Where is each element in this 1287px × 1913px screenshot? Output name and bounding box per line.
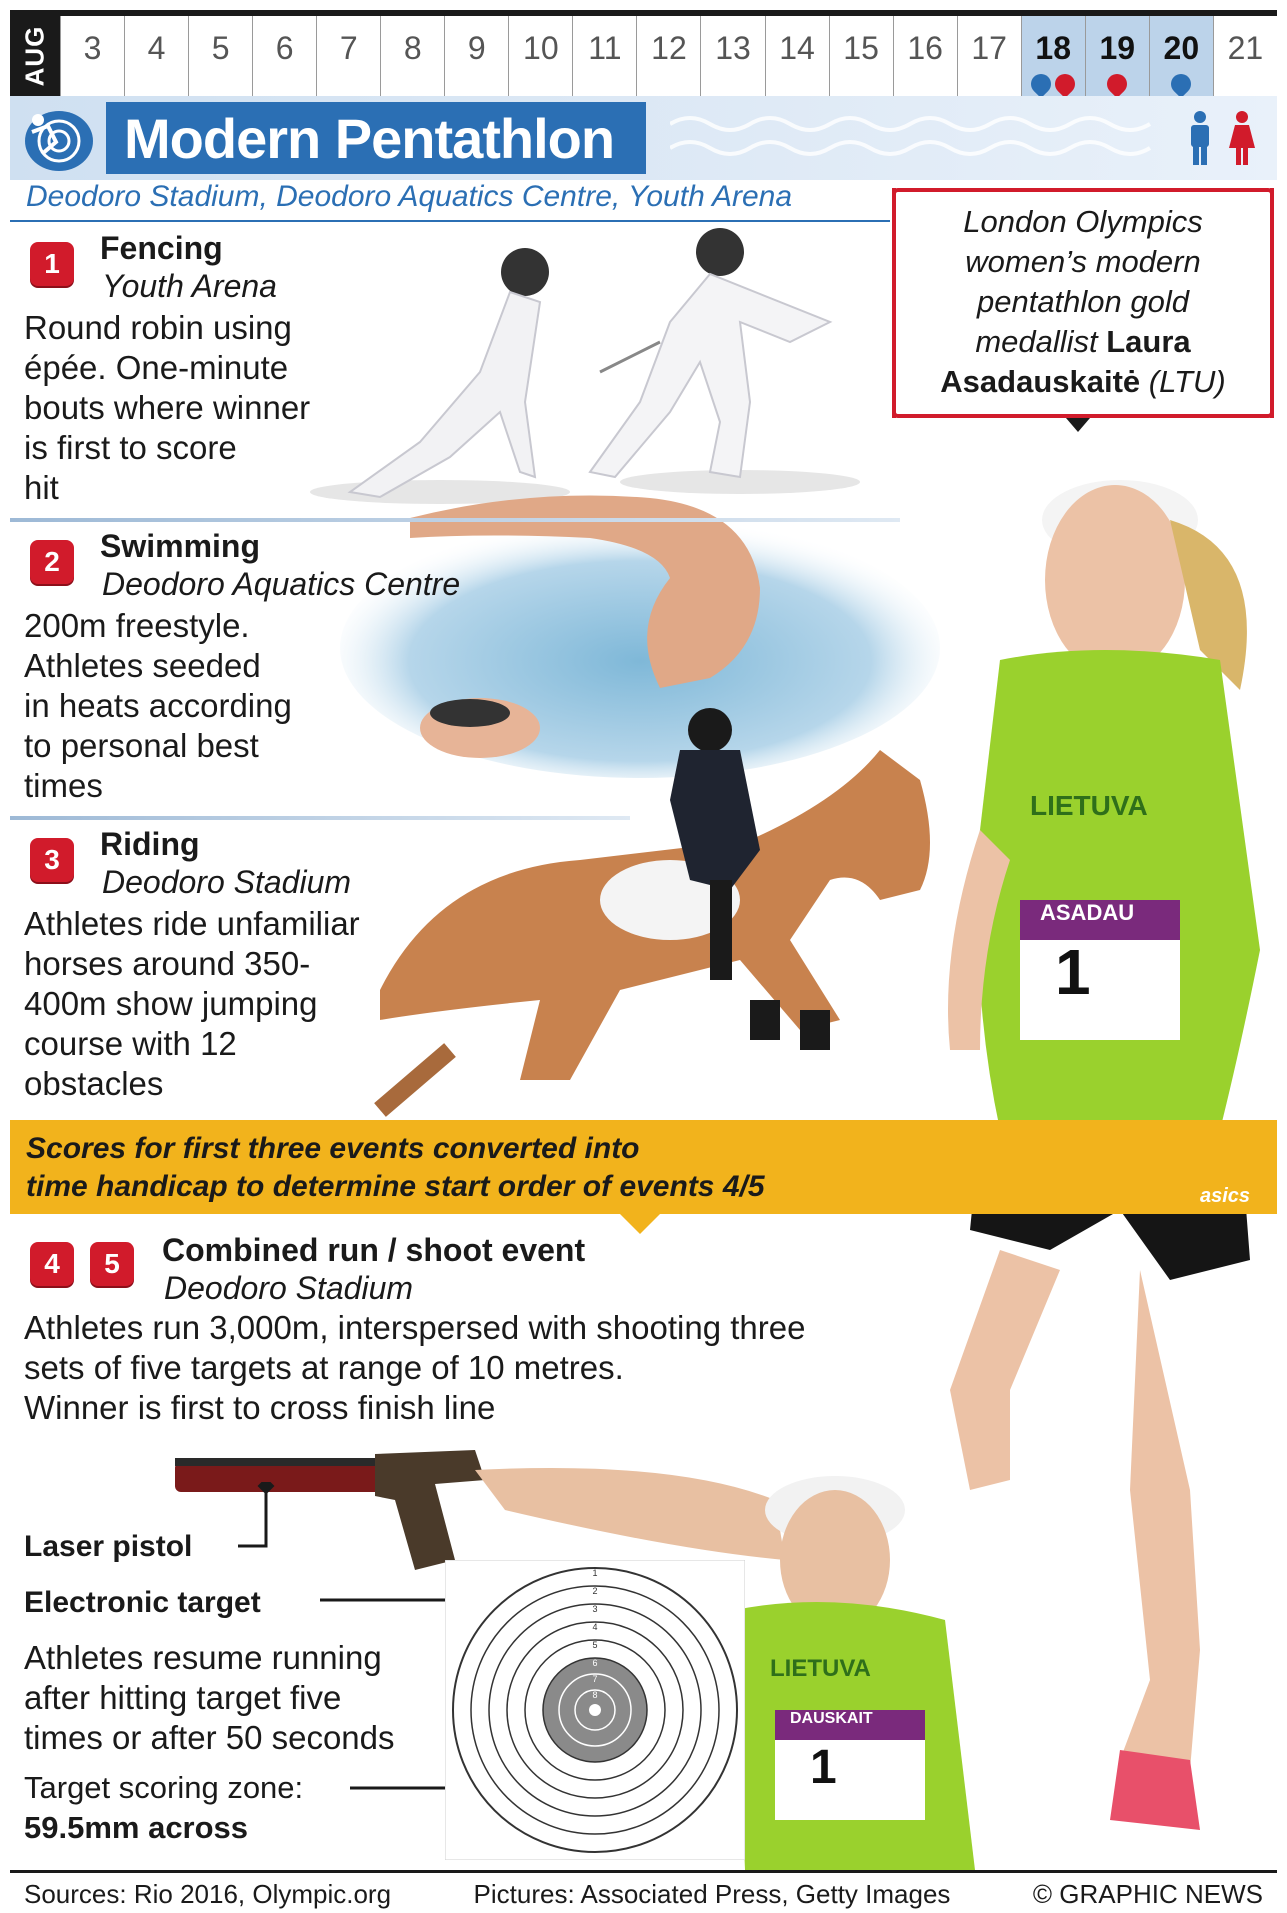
rio-pentathlon-logo-icon bbox=[22, 102, 96, 176]
target-ring-number: 7 bbox=[592, 1674, 598, 1684]
title-box bbox=[106, 102, 646, 174]
event-description: 200m freestyle. Athletes seeded in heats according to personal best times bbox=[24, 607, 292, 804]
gender-icons bbox=[1187, 110, 1257, 166]
zone-label: Target scoring zone: bbox=[24, 1770, 304, 1805]
medal-drop-icon bbox=[1027, 70, 1055, 98]
male-icon bbox=[1187, 110, 1213, 166]
day-16: 16 bbox=[893, 16, 957, 96]
medal-drop-icon bbox=[1167, 70, 1195, 98]
day-15: 15 bbox=[829, 16, 893, 96]
day-5: 5 bbox=[188, 16, 252, 96]
day-10: 10 bbox=[508, 16, 572, 96]
target-ring-number: 3 bbox=[592, 1604, 598, 1614]
event-title: Combined run / shoot event bbox=[162, 1232, 586, 1268]
medal-icons bbox=[1022, 74, 1085, 94]
pistol-leader-line bbox=[238, 1482, 278, 1552]
day-3: 3 bbox=[60, 16, 124, 96]
target-ring-number: 2 bbox=[592, 1586, 598, 1596]
gold-medallist-callout bbox=[892, 188, 1274, 418]
page-title: Modern Pentathlon bbox=[124, 107, 615, 170]
runner-brand: asics bbox=[1200, 1185, 1251, 1207]
event-number-badge: 3 bbox=[30, 838, 74, 882]
target-ring-number: 6 bbox=[592, 1658, 598, 1668]
banner-text: Scores for first three events converted into time handicap to determine start order of events 4/5 bbox=[26, 1132, 765, 1203]
female-icon bbox=[1227, 110, 1257, 166]
venues-subtitle: Deodoro Stadium, Deodoro Aquatics Centre, Youth Arena bbox=[26, 180, 793, 213]
target-ring-number: 5 bbox=[592, 1640, 598, 1650]
footer-sources: Sources: Rio 2016, Olympic.org bbox=[24, 1879, 392, 1909]
event-description: Round robin using épée. One-minute bouts where winner is first to score hit bbox=[24, 309, 311, 506]
footer bbox=[10, 1870, 1277, 1909]
day-7: 7 bbox=[316, 16, 380, 96]
target-description: Athletes resume running after hitting target five times or after 50 seconds bbox=[24, 1639, 395, 1756]
day-17: 17 bbox=[957, 16, 1021, 96]
target-ring-number: 4 bbox=[592, 1622, 598, 1632]
day-9: 9 bbox=[444, 16, 508, 96]
event-venue: Youth Arena bbox=[102, 268, 277, 304]
callout-pointer-icon bbox=[1066, 418, 1090, 434]
event-number-badge: 2 bbox=[30, 540, 74, 584]
section-divider bbox=[10, 518, 900, 522]
footer-pictures: Pictures: Associated Press, Getty Images bbox=[473, 1879, 951, 1909]
event-description: Athletes ride unfamiliar horses around 350- 400m show jumping course with 12 obstacles bbox=[24, 905, 360, 1102]
event-venue: Deodoro Stadium bbox=[164, 1270, 414, 1306]
callout-text: London Olympics women’s modern pentathlon gold medallist Laura Asadauskaitė (LTU) bbox=[940, 204, 1226, 399]
event-description: Athletes run 3,000m, interspersed with shooting three sets of five targets at range of 10 metres. Winner is first to cross finish line bbox=[24, 1309, 806, 1426]
date-strip bbox=[10, 10, 1277, 96]
day-6: 6 bbox=[252, 16, 316, 96]
runner-bib-name: ASADAU bbox=[1040, 900, 1135, 925]
month-label: AUG bbox=[10, 16, 60, 96]
day-21: 21 bbox=[1213, 16, 1277, 96]
day-4: 4 bbox=[124, 16, 188, 96]
medal-drop-icon bbox=[1103, 70, 1131, 98]
scores-banner bbox=[10, 1120, 1277, 1214]
event-swimming bbox=[10, 526, 1277, 804]
day-13: 13 bbox=[700, 16, 764, 96]
event-venue: Deodoro Aquatics Centre bbox=[102, 566, 461, 602]
day-14: 14 bbox=[765, 16, 829, 96]
shooter-bib-number: 1 bbox=[810, 1741, 837, 1794]
event-venue: Deodoro Stadium bbox=[102, 864, 352, 900]
title-bar bbox=[10, 96, 1277, 180]
zone-value: 59.5mm across bbox=[24, 1810, 249, 1845]
day-20: 20 bbox=[1149, 16, 1213, 96]
event-title: Fencing bbox=[100, 230, 223, 266]
day-11: 11 bbox=[572, 16, 636, 96]
electronic-target bbox=[445, 1560, 745, 1860]
shooter-bib-name: DAUSKAIT bbox=[790, 1710, 873, 1727]
target-ring-number: 8 bbox=[592, 1690, 598, 1700]
runner-shirt-text: LIETUVA bbox=[1030, 790, 1148, 821]
event-number-badge: 5 bbox=[90, 1242, 134, 1286]
event-number-badge: 4 bbox=[30, 1242, 74, 1286]
event-number-badge: 1 bbox=[30, 242, 74, 286]
day-8: 8 bbox=[380, 16, 444, 96]
medal-drop-icon bbox=[1051, 70, 1079, 98]
day-18: 18 bbox=[1021, 16, 1085, 96]
event-title: Riding bbox=[100, 826, 200, 862]
target-label: Electronic target bbox=[24, 1586, 261, 1619]
medal-icons bbox=[1150, 74, 1213, 94]
wave-decoration bbox=[670, 104, 1170, 174]
shooter-shirt-text: LIETUVA bbox=[770, 1655, 871, 1682]
footer-credit: © GRAPHIC NEWS bbox=[1032, 1879, 1263, 1909]
day-12: 12 bbox=[636, 16, 700, 96]
section-divider bbox=[10, 816, 630, 820]
target-ring-number: 1 bbox=[592, 1568, 598, 1578]
runner-bib-number: 1 bbox=[1055, 936, 1091, 1008]
event-title: Swimming bbox=[100, 528, 261, 564]
medal-icons bbox=[1086, 74, 1149, 94]
pistol-label: Laser pistol bbox=[24, 1530, 193, 1563]
day-19: 19 bbox=[1085, 16, 1149, 96]
